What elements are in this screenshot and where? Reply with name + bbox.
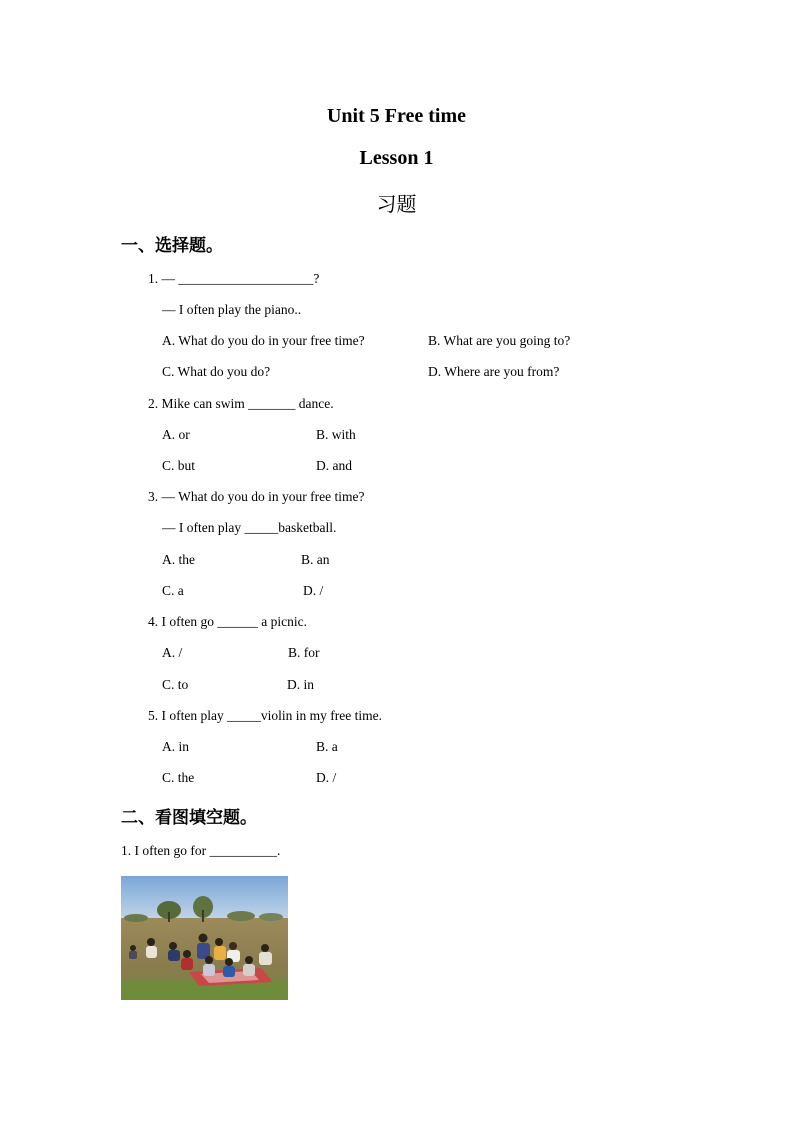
section-heading-picture-fill: 二、看图填空题。 <box>121 808 257 828</box>
question-2-option-d: D. and <box>316 458 352 473</box>
question-5-option-c: C. the <box>162 770 195 785</box>
question-2-stem: 2. Mike can swim _______ dance. <box>148 396 334 411</box>
section-heading-choice: 一、选择题。 <box>121 236 223 256</box>
question-1-answer-line: — I often play the piano.. <box>162 302 302 317</box>
question-4-option-a: A. / <box>162 645 183 660</box>
question-1-stem: 1. — ____________________? <box>148 271 320 286</box>
question-3-option-c: C. a <box>162 583 184 598</box>
question-1-option-d: D. Where are you from? <box>428 364 560 379</box>
question-4-option-c: C. to <box>162 677 189 692</box>
picnic-photo <box>121 876 288 1000</box>
question-3-option-d: D. / <box>303 583 324 598</box>
question-3-option-b: B. an <box>301 552 330 567</box>
question-3-option-a: A. the <box>162 552 195 567</box>
picture-question-1-stem: 1. I often go for __________. <box>121 843 281 858</box>
question-2-option-c: C. but <box>162 458 196 473</box>
lesson-title: Lesson 1 <box>359 147 434 169</box>
question-4-option-b: B. for <box>288 645 320 660</box>
question-3-stem: 3. — What do you do in your free time? <box>148 489 365 504</box>
question-3-answer-line: — I often play _____basketball. <box>162 520 337 535</box>
question-1-option-c: C. What do you do? <box>162 364 271 379</box>
page-title: Unit 5 Free time <box>326 105 467 127</box>
question-5-option-b: B. a <box>316 739 338 754</box>
question-5-option-a: A. in <box>162 739 189 754</box>
question-1-option-b: B. What are you going to? <box>428 333 571 348</box>
question-4-option-d: D. in <box>287 677 314 692</box>
question-2-option-b: B. with <box>316 427 356 442</box>
question-5-option-d: D. / <box>316 770 337 785</box>
question-5-stem: 5. I often play _____violin in my free time. <box>148 708 382 723</box>
question-1-option-a: A. What do you do in your free time? <box>162 333 365 348</box>
exercise-subtitle: 习题 <box>376 192 417 216</box>
question-2-option-a: A. or <box>162 427 190 442</box>
question-4-stem: 4. I often go ______ a picnic. <box>148 614 307 629</box>
